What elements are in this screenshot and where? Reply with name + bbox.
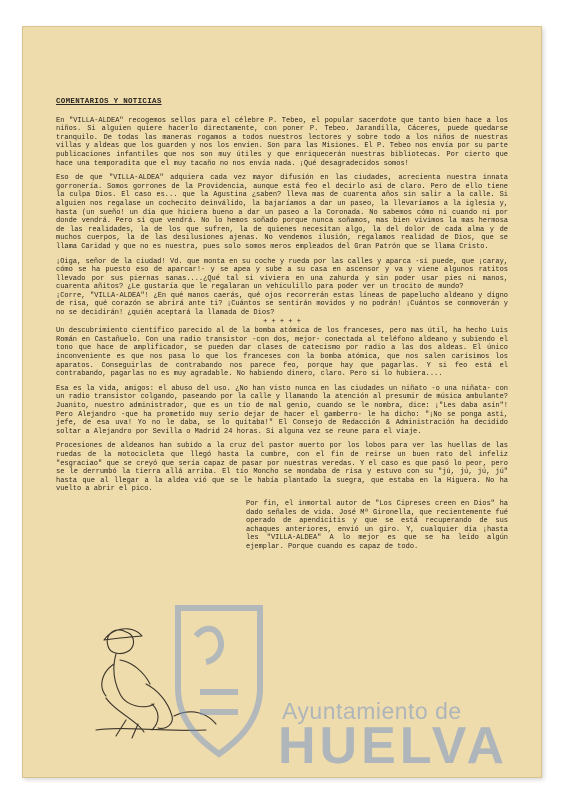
watermark-line-2: HUELVA xyxy=(278,717,509,775)
paragraph-descubrimiento: Un descubrimiento científico parecido al de la bomba atómica de los franceses, pero mas útil, ha hecho Luis Román en Castañuelo. Con una radio transistor -con dos, mejor- conectada al teléfono aldeano y subiendo el tono que hace de amplificador, se pueden dar clases de catecismo por radio a las dos aldeas. El único inconveniente es que nos pasa lo que los franceses con la bomba atómica, que nos salen carísimos los aparatos. Conseguirlas de contrabando nos parece feo, porque hay que pagarlas. Y si feo está el contrabando, pagarlas no es muy agradable. No habiendo dinero, claro. Pero si lo hubiera.... xyxy=(56,327,508,379)
paragraph-vida: Esa es la vida, amigos: el abuso del uso. ¿No han visto nunca en las ciudades un niñato -o una niñata- con un radio transistor colgando, paseando por la calle y llamando la atención al presumir de música ambulante? Juanito, nuestro administrador, que es un tío de mal genio, cuando se le nombra, dice: ¡"Les daba asín"! Pero Alejandro -que ha prometido muy serio dejar de hacer el gamberro- le ha dicho: "¡No se ponga asti, jefe, de esa uva! Yo no le daba, se lo quitaba!" El Consejo de Redacción & Administración ha decidido soltar a Alejandro por Sevilla o Madrid 24 horas. Si alguna vez se reune para el viaje. xyxy=(56,384,508,436)
paragraph-difusion: Eso de que "VILLA-ALDEA" adquiera cada vez mayor difusión en las ciudades, acrecienta nuestra innata gorronería. Somos gorrones de la Providencia, aunque está feo el decirlo así de claro. Pero de ello tiene la culpa Dios. El caso es... que la Agustina ¿saben? lleva mas de cuarenta años sin salir a la calle. Si alguien nos regalase un cochecito deinválido, la bajaríamos a dar un paseo, la llevaríamos a la iglesia y, hasta (un sueño! un día que hiciera bueno a dar un paseo a la Coronada. No sabemos cómo ni cuando ni por donde vendrá. Pero sí que vendrá. No lo hemos soñado porque nunca soñamos, mas bien vivimos la mas hermosa de las realidades, la de los que sufren, la de quienes necesitan algo, la del dolor de cada alma y de muchos cuerpos, la de las desilusiones ajenas. No vendemos ilusión, regalamos realidad de Dios, que se llama Caridad y que no es nuestra, pues solo somos meros empleados del Gran Patrón que se llama Cristo. xyxy=(56,174,508,251)
section-heading: COMENTARIOS Y NOTICIAS xyxy=(56,98,162,106)
paragraph-procesiones: Procesiones de aldeanos han subido a la cruz del pastor muerto por los lobos para ver las huellas de las ruedas de la motocicleta que llegó hasta la cumbre, con el fin de reirse un buen rato del infeliz "esgraciao" que se creyó que sería capaz de pasar por nuestras veredas. Y el caso es que pasó lo peor, pero se le derrumbó la tierra allá arriba. El tío Moncho se mondaba de risa y estuvo con su "jú, jú, jú, jú" hasta que al llegar a la aldea vió que se le había plantado la suegra, que estaba en la Higuera. No ha vuelto a abrir el pico. xyxy=(56,442,508,494)
paragraph-senor-ciudad: ¡Oiga, señor de la ciudad! Vd. que monta en su coche y rueda por las calles y aparca -si puede, que ¡caray, cómo se ha puesto eso de aparcar!- y se apea y sube a su casa en ascensor y va y viene algunos ratitos llevado por sus piernas sanas....¿Qué tal si viviera en una zahurda y sin poder usar pies ni manos, cuarenta añitos? ¿Le gustaría que le regalaran un vehículillo para poder ver un trocito de mundo? xyxy=(56,257,508,292)
sketch-illustration xyxy=(86,620,236,740)
paragraph-closing: Por fin, el inmortal autor de "Los Cipreses creen en Dios" ha dado señales de vida. José Mª Gironella, que recientemente fué operado de apendicitis y que se está recuperando de sus achaques anteriores, envió un giro. Y, cualquier día ¡hasta les "VILLA-ALDEA" A lo mejor es que se ha leído algún ejemplar. Porque cuando es capaz de todo. xyxy=(246,499,508,551)
watermark-line-1: Ayuntamiento de xyxy=(282,698,462,724)
paragraph-sellos: En "VILLA-ALDEA" recogemos sellos para el célebre P. Tebeo, el popular sacerdote que tanto bien hace a los niños. Si alguien quiere hacerlo directamente, con poner P. Tebeo. Jarandilla, Cáceres, puede quedarse tranquilo. De todas las maneras rogamos a todos nuestros lectores y sobre todo a los niños de nuestras villas y aldeas que los guarden y nos los envíen. Son para las Misiones. El P. Tebeo nos envía por su parte publicaciones infantiles que nos son muy útiles y que enriquecerán nuestras bibliotecas. Por cierto que hace una temporadita que el muy tacaño no nos envía nada. ¡Qué desagradecidos somos! xyxy=(56,116,508,168)
document-body xyxy=(56,98,508,558)
separator: + + + + + xyxy=(263,317,301,326)
paragraph-corre: ¡Corre, "VILLA-ALDEA"! ¿En qué manos caerás, qué ojos recorrerán estas líneas de papelucho aldeano y digno de risa, qué corazón se abrirá ante ti? ¡Cuántos se sentirán movidos y no podrán! ¡Cuántos se conmoverán y no se decidirán! ¿quién aceptará la llamada de Dios? xyxy=(56,291,508,318)
